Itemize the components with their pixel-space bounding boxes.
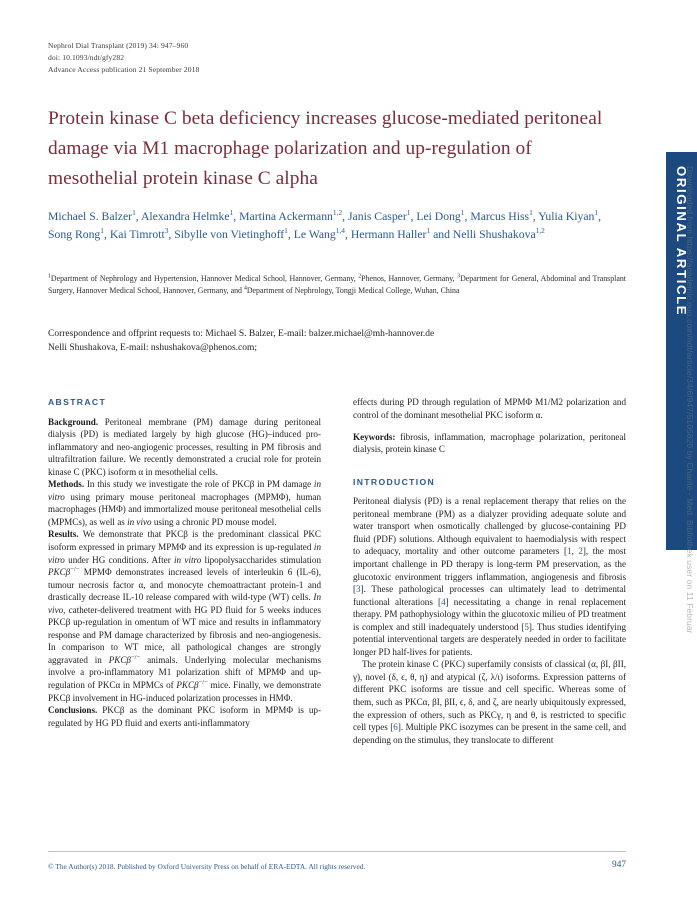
abstract-results: Results. We demonstrate that PKCβ is the predominant classical PKC isoform expressed in primary MPMΦ and its expression is up-regulated in vitro under HG conditions. After in vitro lipopolysaccharides stimulation PKCβ−/− MPMΦ demonstrates increased levels of interleukin 6 (IL-6), tumour necrosis factor α, and monocyte chemoattractant protein-1 and drastically decrease IL-10 release compared with wild-type (WT) cells. In vivo, catheter-delivered treatment with HG PD fluid for 5 weeks induces PKCβ up-regulation in omentum of WT mice and results in inflammatory response and PM damage characterized by fibrosis and neo-angiogenesis. In comparison to WT mice, all pathological changes are strongly aggravated in PKCβ−/− animals. Underlying molecular mechanisms involve a pro-inflammatory M1 polarization shift of MPMΦ and up-regulation of PKCα in MPMCs of PKCβ−/− mice. Finally, we demonstrate PKCβ involvement in HG-induced polarization processes in HMΦ. (48, 529, 321, 703)
journal-advance-access: Advance Access publication 21 September 2018 (48, 65, 200, 75)
correspondence (48, 327, 626, 355)
footer-divider (48, 851, 626, 852)
footer-copyright: © The Author(s) 2018. Published by Oxford University Press on behalf of ERA-EDTA. All rights reserved. (48, 862, 366, 871)
abstract-conclusions-continued: effects during PD through regulation of MPMΦ M1/M2 polarization and control of the dominant mesothelial PKC isoform α. (353, 397, 626, 420)
page-title: Protein kinase C beta deficiency increases glucose-mediated peritoneal damage via M1 macrophage polarization and up-regulation of mesothelial protein kinase C alpha (48, 108, 603, 189)
introduction-paragraph-2: The protein kinase C (PKC) superfamily consists of classical (α, βI, βII, γ), novel (δ, ϵ, θ, η) and atypical (ζ, λ/ι) isoforms. Expression patterns of different PKC isoforms are tissue and cell specific. Whereas some of them, such as PKCα, βI, βII, ϵ, δ, and ζ, are nearly ubiquitously expressed, the expression of others, such as PKCγ, η and θ, is restricted to specific cell types [6]. Multiple PKC isozymes can be present in the same cell, and depending on the stimulus, they translocate to different (353, 659, 626, 745)
keywords: Keywords: fibrosis, inflammation, macrophage polarization, peritoneal dialysis, protein kinase C (353, 431, 626, 455)
download-watermark: Downloaded from https://academic.oup.com/ndt/article/34/6/947/5105820 by Charité - Med. Bibliothek user on 11 Februar (685, 166, 695, 634)
abstract-heading: ABSTRACT (48, 397, 107, 407)
journal-citation: Nephrol Dial Transplant (2019) 34: 947–960 (48, 41, 189, 50)
abstract-conclusions: Conclusions. PKCβ as the dominant PKC isoform in MPMΦ is up-regulated by HG PD fluid and exerts anti-inflammatory (48, 705, 321, 728)
column-left (48, 396, 321, 729)
column-right (353, 396, 626, 746)
author-list: Michael S. Balzer$^1$, Alexandra Helmke$^1$, Martina Ackermann$^{1,2}$, Janis Casper$^1$, Lei Dong$^1$, Marcus Hiss$^1$, Yulia Kiyan$^1$, Song Rong$^1$, Kai Timrott$^3$, Sibylle von Vietinghoff$^1$, Le Wang$^{1,4}$, Hermann Haller$^1$ and Nelli Shushakova$^{1,2}$ (48, 208, 601, 242)
correspondence-line-1: Correspondence and offprint requests to: Michael S. Balzer, E-mail: balzer.michael@mh-hannover.de (48, 329, 435, 339)
sidebar-label: ORIGINAL ARTICLE (674, 166, 689, 317)
page-number: 947 (612, 860, 626, 870)
journal-header (48, 40, 448, 77)
introduction-paragraph-1: Peritoneal dialysis (PD) is a renal replacement therapy that relies on the peritoneal membrane (PM) as a dialyzer providing adequate solute and water transport when osmotically challenged by glucose-containing PD fluid (PDF) solutions. Although equivalent to haemodialysis with respect to adequacy, mortality and other outcome parameters [1, 2], the most important challenge in PD therapy is long-term PM preservation, as the glucotoxic environment triggers inflammation, angiogenesis and fibrosis [3]. These pathological processes can ultimately lead to detrimental functional alterations [4] necessitating a change in renal replacement therapy. PM pathophysiology within the glucotoxic milieu of PD treatment is complex and still inadequately understood [5]. Thus studies identifying potential interventional targets are desperately needed in order to facilitate longer PD half-lives for patients. (353, 496, 626, 657)
journal-doi: doi: 10.1093/ndt/gfy282 (48, 53, 125, 63)
affiliations: $^1$Department of Nephrology and Hypertension, Hannover Medical School, Hannover, Germany, $^2$Phenos, Hannover, Germany, $^3$Department for General, Abdominal and Transplant Surgery, Hannover Medical School, Hannover, Germany, and $^4$Department of Nephrology, Tongji Medical College, Wuhan, China (48, 273, 627, 295)
correspondence-line-2: Nelli Shushakova, E-mail: nshushakova@phenos.com; (48, 343, 258, 354)
abstract-methods: Methods. In this study we investigate the role of PKCβ in PM damage in vitro using primary mouse peritoneal macrophages (MPMΦ), human macrophages (HMΦ) and immortalized mouse peritoneal mesothelial cells (MPMCs), as well as in vivo using a chronic PD mouse model. (48, 479, 321, 527)
abstract-background: Background. Peritoneal membrane (PM) damage during peritoneal dialysis (PD) is mediated largely by high glucose (HG)–induced pro-inflammatory and neo-angiogenic processes, resulting in PM fibrosis and ultrafiltration failure. We recently demonstrated a crucial role for protein kinase C (PKC) isoform α in mesothelial cells. (48, 416, 321, 477)
introduction-heading: INTRODUCTION (353, 476, 436, 487)
